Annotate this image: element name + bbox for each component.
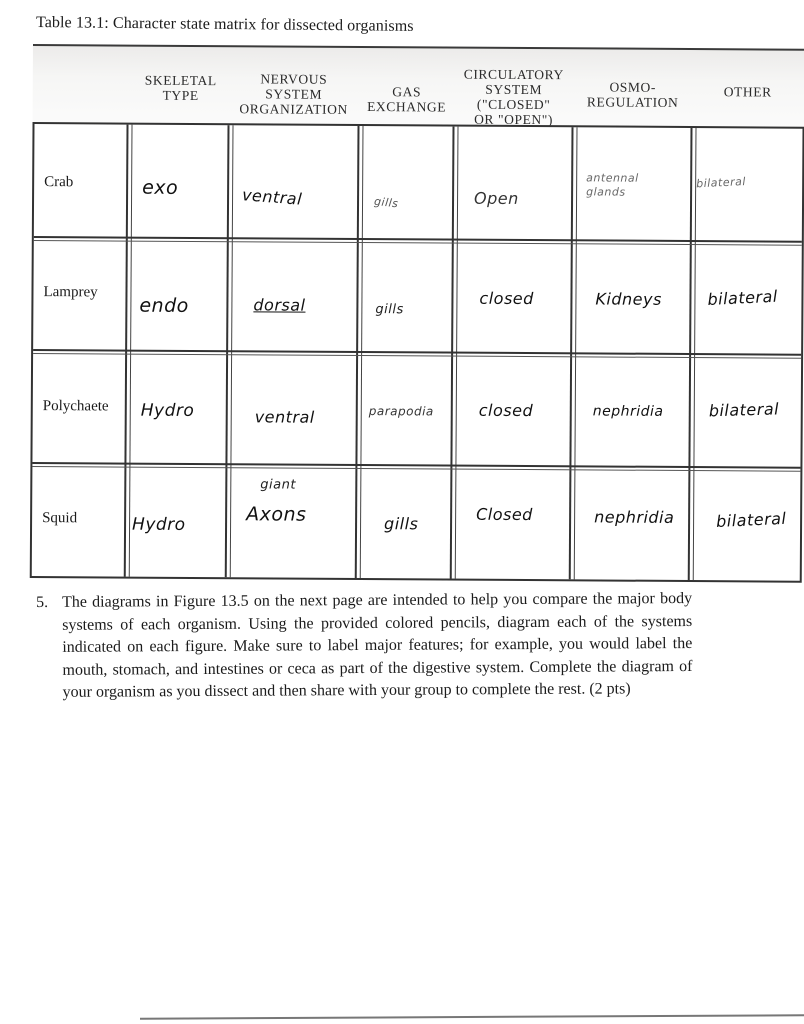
- character-state-table: [30, 44, 804, 585]
- table-number: Table 13.1:: [35, 14, 109, 32]
- polychaete-circulatory-system: closed: [478, 400, 534, 421]
- row-divider: [33, 349, 801, 356]
- lamprey-other: bilateral: [707, 286, 779, 309]
- row-label-polychaete: Polychaete: [42, 398, 109, 415]
- squid-other: bilateral: [715, 508, 787, 532]
- squid-nervous-system-line2: Axons: [246, 503, 307, 526]
- header-osmoregulation: OSMO- REGULATION: [586, 79, 679, 110]
- polychaete-gas-exchange: parapodia: [368, 404, 434, 419]
- crab-other: bilateral: [695, 175, 747, 191]
- lamprey-osmoregulation: Kidneys: [595, 289, 662, 309]
- question-text: The diagrams in Figure 13.5 on the next page are intended to help you compare the major body systems of each organism. Using the provided colored pencils, diagram each of the systems indicated on each figure. Make sure to label major features; for example, you would label the mouth, stomach, and intestines or ceca as part of the digestive system. Complete the diagram of your organism as you dissect and then share with your group to complete the rest. (2 pts): [62, 589, 693, 701]
- squid-skeletal-type: Hydro: [132, 514, 186, 535]
- table-body: [30, 122, 804, 583]
- crab-skeletal-type: exo: [142, 176, 179, 199]
- crab-gas-exchange: gills: [373, 194, 400, 211]
- question-number: 5.: [36, 593, 49, 611]
- polychaete-nervous-system: ventral: [254, 407, 315, 427]
- header-circulatory-system: CIRCULATORY SYSTEM ("CLOSED" OR "OPEN"): [463, 66, 564, 128]
- crab-osmoregulation: antennal glands: [586, 171, 639, 199]
- table-caption: [36, 14, 414, 36]
- row-label-lamprey: Lamprey: [43, 284, 98, 301]
- squid-osmoregulation: nephridia: [594, 507, 675, 527]
- row-label-crab: Crab: [44, 174, 74, 191]
- polychaete-other: bilateral: [708, 399, 780, 421]
- header-nervous-system: NERVOUS SYSTEM ORGANIZATION: [239, 71, 348, 117]
- row-label-squid: Squid: [42, 510, 78, 527]
- crab-nervous-system: ventral: [241, 185, 303, 209]
- row-divider: [32, 462, 800, 469]
- row-divider: [34, 236, 802, 243]
- header-skeletal-type: SKELETAL TYPE: [144, 72, 217, 104]
- crab-circulatory-system: Open: [474, 188, 519, 208]
- question-5: [36, 588, 736, 701]
- header-other: OTHER: [723, 84, 772, 100]
- lamprey-nervous-system: dorsal: [253, 295, 306, 315]
- lamprey-skeletal-type: endo: [139, 294, 189, 317]
- polychaete-osmoregulation: nephridia: [592, 403, 664, 420]
- squid-circulatory-system: Closed: [476, 504, 533, 525]
- table-title: Character state matrix for dissected organisms: [112, 14, 414, 35]
- page-edge-line: [140, 1014, 804, 1019]
- header-gas-exchange: GAS EXCHANGE: [367, 84, 447, 115]
- table-header-row: [33, 44, 804, 129]
- lamprey-gas-exchange: gills: [375, 302, 404, 318]
- polychaete-skeletal-type: Hydro: [140, 400, 195, 421]
- lamprey-circulatory-system: closed: [479, 288, 534, 309]
- squid-gas-exchange: gills: [384, 514, 419, 534]
- squid-nervous-system-line1: giant: [260, 477, 297, 493]
